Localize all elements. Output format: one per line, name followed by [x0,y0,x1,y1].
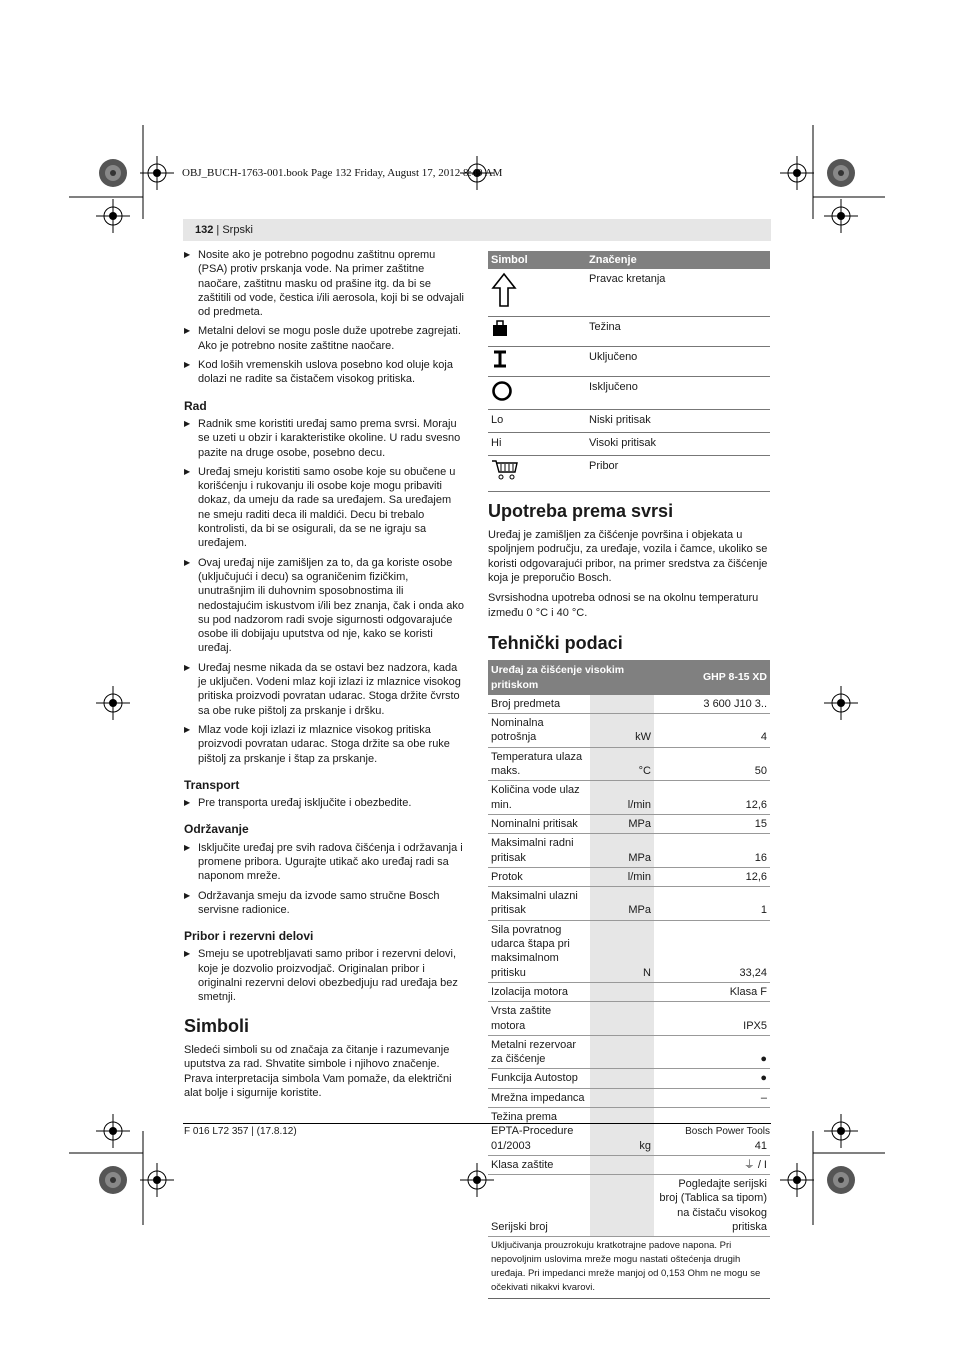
tech-row [488,1002,770,1036]
tech-value-cell: Pogledajte serijski broj (Tablica sa tipom) na čistaču visokog pritiska [654,1175,770,1237]
symbols-table [488,251,770,492]
tech-unit-cell [590,1155,654,1174]
meaning-cell: Pravac kretanja [586,269,770,316]
symbol-row [488,269,770,316]
symbol-row [488,432,770,455]
tech-value-cell: IPX5 [654,1002,770,1036]
tech-label-cell: Sila povratnog udarca štapa pri maksimalnom pritisku [488,920,590,982]
tech-row [488,920,770,982]
tech-value-cell: 41 [654,1107,770,1155]
transport-bullets [184,796,466,810]
symbols-heading: Simboli [184,1015,250,1036]
intended-use-p1: Uređaj je zamišljen za čišćenje površina i objekata u spoljnjem području, za uređaje, vozila i čamce, ukoliko se koristi odgovarajući pribor, na primer sredstva za čišćenje koja je preporučio Bosch. [488,529,768,585]
rad-bullets [184,417,466,766]
meaning-cell: Niski pritisak [586,409,770,432]
tech-value-cell: ⏚ / I [654,1155,770,1174]
transport-heading: Transport [184,777,240,792]
registration-crosshair [96,199,130,233]
tech-unit-cell: l/min [590,781,654,815]
tech-label-cell: Nominalna potrošnja [488,714,590,748]
meaning-cell: Uključeno [586,346,770,376]
page-number: 132 [195,224,214,236]
meaning-cell: Težina [586,316,770,346]
meaning-cell: Isključeno [586,376,770,409]
tech-unit-cell [590,1002,654,1036]
bullet-item: ▶ Smeju se upotrebljavati samo pribor i rezervni delovi, koje je dozvolio proizvodjač. Originalan pribor i originalni rezervni delovi obezbedjuju rad uređaja bez smetnji. [184,947,466,1004]
tech-row [488,982,770,1001]
intended-use-heading: Upotreba prema svrsi [488,500,674,521]
right-column [488,251,770,1299]
left-column [184,248,466,1106]
intended-use-p2: Svrsishodna upotreba odnosi se na okolnu temperaturu između 0 °C i 40 °C. [488,592,759,619]
tech-label-cell: Mrežna impedanca [488,1088,590,1107]
symbol-row [488,316,770,346]
meaning-col-header: Značenje [586,251,770,269]
tech-unit-cell [590,695,654,714]
section-name: Srpski [222,224,253,236]
tech-row [488,867,770,886]
tech-row [488,747,770,781]
maintenance-heading: Održavanje [184,822,249,837]
tech-value-cell: ● [654,1069,770,1088]
tech-value-cell: 12,6 [654,867,770,886]
tech-value-cell: 12,6 [654,781,770,815]
tech-value-cell: 16 [654,834,770,868]
tech-unit-cell [590,982,654,1001]
tech-unit-cell: kW [590,714,654,748]
symbol-cell [488,346,586,376]
tech-label-cell: Temperatura ulaza maks. [488,747,590,781]
registration-crosshair [780,1163,814,1197]
registration-disc [827,159,855,187]
registration-crosshair [824,686,858,720]
arrow-direction-icon [491,299,517,311]
symbol-cell [488,376,586,409]
bullet-item: ▶ Ovaj uređaj nije zamišljen za to, da ga koriste osobe (uključujući i decu) sa ograničenim fizičkim, unutrašnjim ili duhovnim sposobnostima ili nedostajućim iskustvom i/ili bez znanja, čak i onda ako su pod nadzorom radi svoje sigurnosti odgovarajuće osobe ili dobijaju uputstva od nje, kako se koristi uređaj. [184,556,466,656]
registration-crosshair [824,1114,858,1148]
tech-label-cell: Težina prema EPTA-Procedure 01/2003 [488,1107,590,1155]
tech-unit-cell: MPa [590,887,654,921]
tech-unit-cell: °C [590,747,654,781]
bullet-item: ▶ Održavanja smeju da izvode samo stručne Bosch servisne radionice. [184,889,466,918]
intro-bullets [184,248,466,387]
meaning-cell: Visoki pritisak [586,432,770,455]
tech-label-cell: Izolacija motora [488,982,590,1001]
tech-label-cell: Količina vode ulaz min. [488,781,590,815]
meaning-cell: Pribor [586,455,770,491]
bullet-item: ▶ Kod loših vremenskih uslova posebno kod oluje koja dolazi ne radite sa čistačem visokog pritiska. [184,358,466,387]
tech-row [488,887,770,921]
accessories-bullets [184,947,466,1004]
accessories-heading: Pribor i rezervni delovi [184,929,314,944]
tech-label-cell: Funkcija Autostop [488,1069,590,1088]
tech-label-cell: Maksimalni radni pritisak [488,834,590,868]
tech-value-cell: 15 [654,814,770,833]
symbol-row [488,376,770,409]
tech-note: Uključivanja prouzrokuju kratkotrajne padove napona. Pri nepovoljnim uslovima mreže mogu nastati oštećenja drugih uređaja. Pri impedanci mreže manjoj od 0,153 Ohm ne mogu se očekivati nikakvi kvarovi. [488,1237,770,1299]
tech-label-cell: Protok [488,867,590,886]
maintenance-bullets [184,841,466,917]
tech-value-cell: 50 [654,747,770,781]
symbol-cell [488,455,586,491]
tech-label-cell: Nominalni pritisak [488,814,590,833]
tech-label-cell: Vrsta zaštite motora [488,1002,590,1036]
rad-heading: Rad [184,398,207,413]
registration-crosshair [96,1114,130,1148]
bullet-item: ▶ Mlaz vode koji izlazi iz mlaznice visokog pritiska proizvodi povratan udarac. Stoga držite sa obe ruke pištolj za prskanje i štap za prskanje. [184,723,466,766]
symbol-row [488,409,770,432]
bullet-item: ▶ Nosite ako je potrebno pogodnu zaštitnu opremu (PSA) protiv prskanja vode. Na primer zaštitne naočare, zaštitnu masku od prašine itg. da bi se zaštitili od vode, čestica i/ili aerosola, koji bi se odvajali od predmeta. [184,248,466,319]
registration-crosshair [824,199,858,233]
print-line: OBJ_BUCH-1763-001.book Page 132 Friday, August 17, 2012 8:49 AM [182,167,503,179]
tech-head-model: GHP 8-15 XD [654,660,770,695]
tech-row [488,695,770,714]
footer-right: Bosch Power Tools [685,1126,770,1137]
symbols-intro: Sledeći simboli su od značaja za čitanje i razumevanje uputstva za rad. Shvatite simbole i njihovo značenje. Prava interpretacija simbola Vam pomaže, da električni alat bolje i sigurnije koristite. [184,1043,452,1099]
tech-label-cell: Metalni rezervoar za čišćenje [488,1035,590,1069]
tech-value-cell: Klasa F [654,982,770,1001]
tech-unit-cell: N [590,920,654,982]
symbol-row [488,346,770,376]
tech-value-cell: ● [654,1035,770,1069]
bullet-item: ▶ Metalni delovi se mogu posle duže upotrebe zagrejati. Ako je potrebno nosite zaštitne naočare. [184,324,466,353]
tech-label-cell: Klasa zaštite [488,1155,590,1174]
bullet-item: ▶ Isključite uređaj pre svih radova čišćenja i održavanja i promene pribora. Ugurajte utikač ako uređaj radi sa naponom mreže. [184,841,466,884]
tech-unit-cell: l/min [590,867,654,886]
registration-crosshair [96,686,130,720]
weight-icon [491,327,509,339]
tech-unit-cell: kg [590,1107,654,1155]
symbol-cell [488,316,586,346]
registration-disc [99,1166,127,1194]
tech-data-table [488,660,770,1237]
footer-left: F 016 L72 357 | (17.8.12) [184,1126,297,1137]
tech-row [488,1069,770,1088]
tech-value-cell: 4 [654,714,770,748]
registration-crosshair [140,1163,174,1197]
power-on-icon [491,359,509,371]
accessory-cart-icon [491,472,519,484]
registration-crosshair [780,156,814,190]
bullet-item: ▶ Pre transporta uređaj isključite i obezbedite. [184,796,466,810]
registration-disc [827,1166,855,1194]
tech-value-cell: 3 600 J10 3.. [654,695,770,714]
tech-row [488,714,770,748]
tech-unit-cell: MPa [590,814,654,833]
tech-row [488,1155,770,1174]
symbol-cell [488,269,586,316]
tech-unit-cell: MPa [590,834,654,868]
tech-row [488,1175,770,1237]
symbol-cell: Hi [488,432,586,455]
tech-row [488,1088,770,1107]
tech-value-cell: 1 [654,887,770,921]
bullet-item: ▶ Radnik sme koristiti uređaj samo prema svrsi. Moraju se uzeti u obzir i karakteristike okoline. U radu svesno pazite na druge osobe, posebno decu. [184,417,466,460]
tech-row [488,834,770,868]
symbol-col-header: Simbol [488,251,586,269]
tech-head-label: Uređaj za čišćenje visokim pritiskom [488,660,654,695]
tech-row [488,781,770,815]
tech-unit-cell [590,1035,654,1069]
tech-label-cell: Maksimalni ulazni pritisak [488,887,590,921]
tech-value-cell: 33,24 [654,920,770,982]
tech-label-cell: Serijski broj [488,1175,590,1237]
symbol-row [488,455,770,491]
symbol-cell: Lo [488,409,586,432]
tech-row [488,1035,770,1069]
registration-crosshair [140,156,174,190]
page-header: 132 | Srpski [183,219,771,241]
tech-unit-cell [590,1069,654,1088]
bullet-item: ▶ Uređaj nesme nikada da se ostavi bez nadzora, kada je uključen. Vodeni mlaz koji izlazi iz mlaznice visokog pritiska proizvodi povratan udarac. Stoga držite čvrsto sa obe ruke pištolj za prskanje i dršku. [184,661,466,718]
bullet-item: ▶ Uređaj smeju koristiti samo osobe koje su obučene u korišćenju i rukovanju ili osobe koje mogu pribaviti dokaz, da umeju da rade sa uređajem. Sa uređajem ne smeju raditi deca ili maldići. Decu bi trebalo kontrolisti, da bi se osigurali, da se ne igraju sa uređajem. [184,465,466,551]
tech-data-heading: Tehnički podaci [488,632,623,653]
tech-unit-cell [590,1088,654,1107]
registration-disc [99,159,127,187]
tech-label-cell: Broj predmeta [488,695,590,714]
power-off-icon [491,393,513,405]
tech-unit-cell [590,1175,654,1237]
tech-row [488,814,770,833]
tech-value-cell: – [654,1088,770,1107]
footer-rule [183,1123,771,1124]
